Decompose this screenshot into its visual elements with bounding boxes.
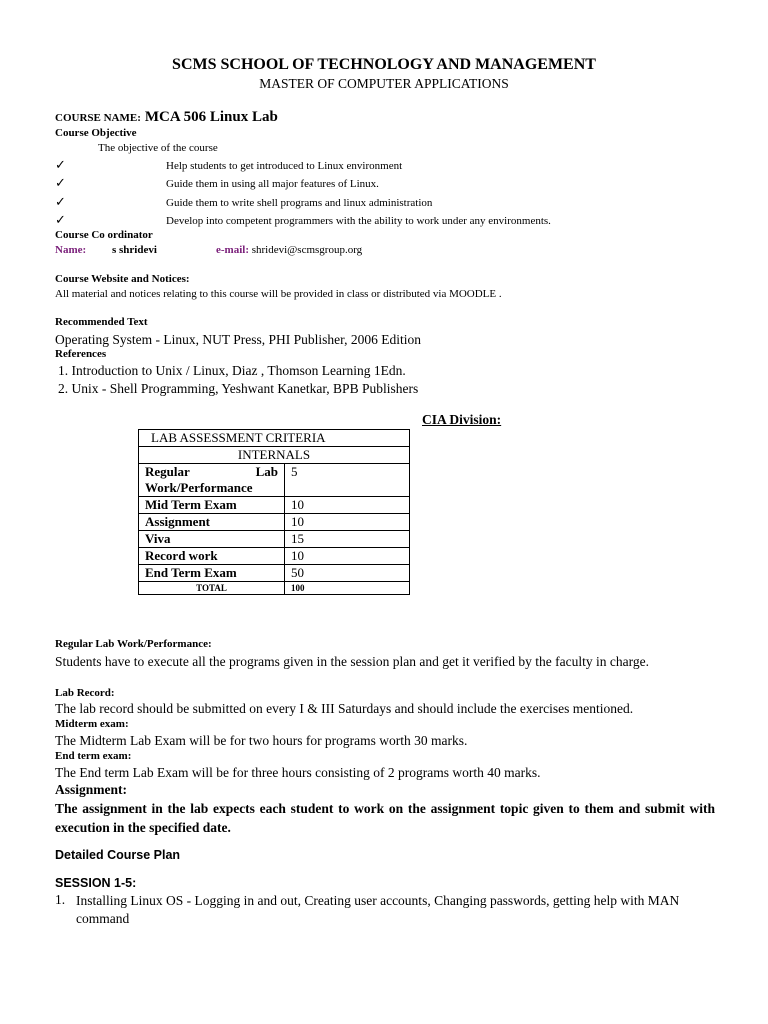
objective-item: Help students to get introduced to Linux environment bbox=[166, 160, 403, 172]
row-label: Mid Term Exam bbox=[139, 497, 285, 514]
row-value: 10 bbox=[285, 514, 410, 531]
email-value: shridevi@scmsgroup.org bbox=[251, 244, 363, 256]
midterm-heading: Midterm exam: bbox=[55, 718, 129, 730]
email-line bbox=[216, 244, 362, 256]
table-row bbox=[139, 497, 410, 514]
objective-item: Develop into competent programmers with the ability to work under any environments. bbox=[166, 215, 551, 227]
row-value: 15 bbox=[285, 531, 410, 548]
table-row bbox=[139, 531, 410, 548]
row-label: End Term Exam bbox=[139, 565, 285, 582]
program-title: MASTER OF COMPUTER APPLICATIONS bbox=[259, 76, 509, 91]
website-text: All material and notices relating to this course will be provided in class or distributed via MOODLE . bbox=[55, 288, 502, 300]
checkmark-icon: ✓ bbox=[55, 194, 66, 209]
objective-intro: The objective of the course bbox=[98, 142, 218, 154]
record-heading: Lab Record: bbox=[55, 687, 115, 699]
recommended-heading: Recommended Text bbox=[55, 316, 148, 328]
total-value: 100 bbox=[285, 582, 410, 595]
total-label: TOTAL bbox=[139, 582, 285, 595]
row-value: 10 bbox=[285, 548, 410, 565]
table-total-row bbox=[139, 582, 410, 595]
recommended-text: Operating System - Linux, NUT Press, PHI Publisher, 2006 Edition bbox=[55, 332, 421, 347]
coordinator-heading: Course Co ordinator bbox=[55, 229, 153, 241]
endterm-heading: End term exam: bbox=[55, 750, 132, 762]
school-title: SCMS SCHOOL OF TECHNOLOGY AND MANAGEMENT bbox=[172, 56, 596, 73]
row-value: 50 bbox=[285, 565, 410, 582]
endterm-text: The End term Lab Exam will be for three hours consisting of 2 programs worth 40 marks. bbox=[55, 765, 541, 780]
table-subtitle: INTERNALS bbox=[139, 447, 410, 464]
checkmark-icon: ✓ bbox=[55, 212, 66, 227]
reference-item: 1. Introduction to Unix / Linux, Diaz , Thomson Learning 1Edn. bbox=[58, 363, 406, 378]
checkmark-icon: ✓ bbox=[55, 175, 66, 190]
objective-heading: Course Objective bbox=[55, 127, 137, 139]
cia-heading: CIA Division: bbox=[422, 412, 502, 427]
course-name-label: COURSE NAME: bbox=[55, 112, 141, 124]
course-plan-heading: Detailed Course Plan bbox=[55, 848, 181, 862]
plan-item-number: 1. bbox=[55, 892, 66, 907]
course-name-value: MCA 506 Linux Lab bbox=[144, 109, 278, 125]
table-row bbox=[139, 565, 410, 582]
row-label: Record work bbox=[139, 548, 285, 565]
table-row bbox=[139, 464, 410, 497]
objective-item: Guide them to write shell programs and linux administration bbox=[166, 197, 433, 209]
assignment-text: The assignment in the lab expects each student to work on the assignment topic given to them and submit with execution in the specified date. bbox=[55, 801, 715, 835]
course-name-line bbox=[55, 108, 278, 126]
regular-text: Students have to execute all the programs given in the session plan and get it verified by the faculty in charge. bbox=[55, 654, 649, 669]
checkmark-icon: ✓ bbox=[55, 157, 66, 172]
row-value: 10 bbox=[285, 497, 410, 514]
coordinator-name: s shridevi bbox=[112, 244, 157, 256]
plan-item-text: Installing Linux OS - Logging in and out, Creating user accounts, Changing passwords, getting help with MAN command bbox=[76, 893, 680, 926]
session-heading: SESSION 1-5: bbox=[55, 876, 137, 890]
assessment-table bbox=[138, 429, 410, 595]
row-label: Assignment bbox=[139, 514, 285, 531]
row-value: 5 bbox=[285, 464, 410, 497]
table-title: LAB ASSESSMENT CRITERIA bbox=[139, 430, 410, 447]
regular-heading: Regular Lab Work/Performance: bbox=[55, 638, 212, 650]
midterm-text: The Midterm Lab Exam will be for two hours for programs worth 30 marks. bbox=[55, 733, 468, 748]
row-label: Viva bbox=[139, 531, 285, 548]
name-label: Name: bbox=[55, 244, 87, 256]
website-heading: Course Website and Notices: bbox=[55, 273, 190, 285]
objective-item: Guide them in using all major features of Linux. bbox=[166, 178, 379, 190]
record-text: The lab record should be submitted on every I & III Saturdays and should include the exercises mentioned. bbox=[55, 701, 634, 716]
row-label: Regular Lab Work/Performance bbox=[139, 464, 285, 497]
references-heading: References bbox=[55, 348, 107, 360]
email-label: e-mail: bbox=[216, 244, 249, 256]
reference-item: 2. Unix - Shell Programming, Yeshwant Kanetkar, BPB Publishers bbox=[58, 381, 419, 396]
table-row bbox=[139, 514, 410, 531]
table-row bbox=[139, 548, 410, 565]
assignment-heading: Assignment: bbox=[55, 782, 128, 797]
